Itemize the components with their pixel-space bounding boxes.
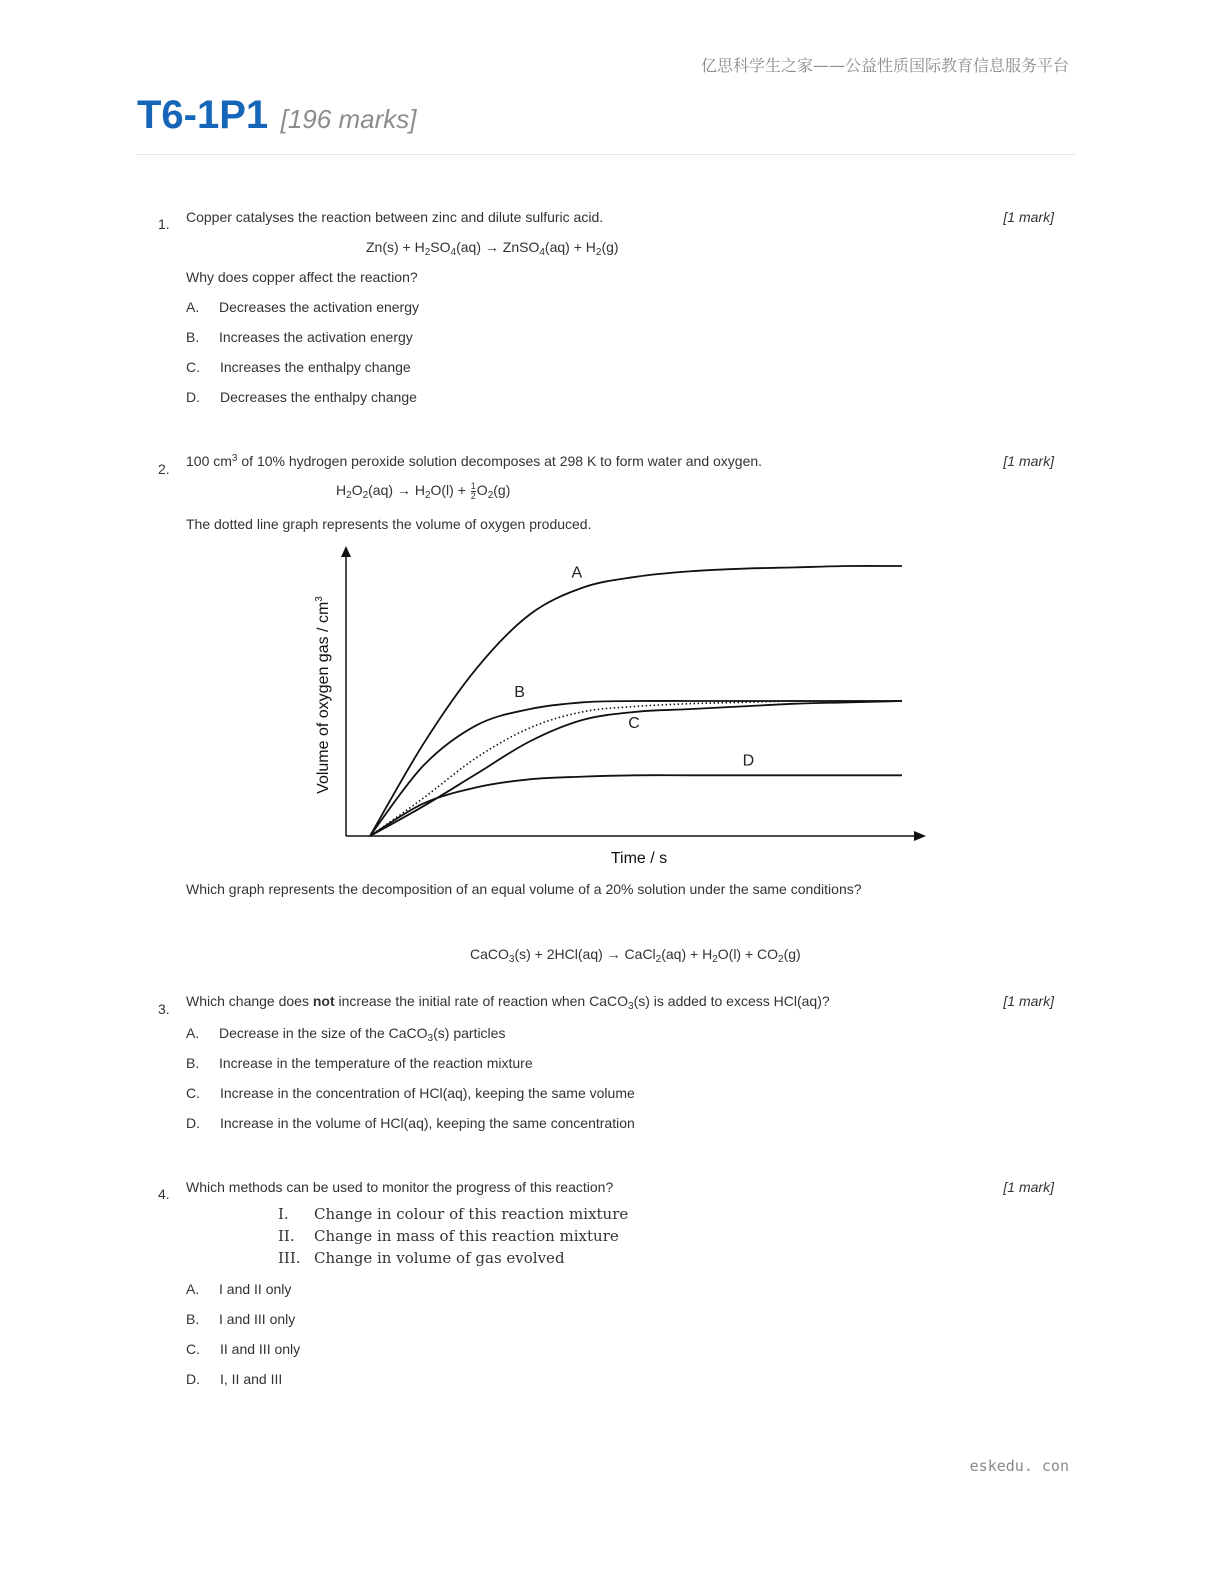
option-letter: C. bbox=[186, 1341, 200, 1357]
statement-text: Change in mass of this reaction mixture bbox=[314, 1227, 619, 1245]
footer-domain: eskedu. con bbox=[969, 1457, 1069, 1475]
statement-text: Change in volume of gas evolved bbox=[314, 1249, 565, 1267]
question-marks: [1 mark] bbox=[1003, 209, 1054, 225]
option-text: Increase in the volume of HCl(aq), keeping the same concentration bbox=[220, 1115, 635, 1131]
question-marks: [1 mark] bbox=[1003, 1179, 1054, 1195]
option-letter: B. bbox=[186, 329, 200, 345]
option-text: Increase in the concentration of HCl(aq), keeping the same volume bbox=[220, 1085, 635, 1101]
option-text: Decreases the activation energy bbox=[219, 299, 419, 315]
chart-axes bbox=[341, 546, 926, 841]
series-label-d: D bbox=[742, 752, 755, 770]
option-text: Decrease in the size of the CaCO$_3$(s) particles bbox=[219, 1025, 506, 1044]
stem-part: Which change does bbox=[186, 993, 313, 1009]
y-axis-arrow bbox=[341, 546, 351, 557]
option-text: I and III only bbox=[219, 1311, 296, 1327]
chart-series bbox=[370, 566, 902, 836]
statement-numeral: III. bbox=[278, 1249, 301, 1267]
stem-emphasis: not bbox=[312, 993, 335, 1009]
question-stem: 100 $cm^3$ of 10% hydrogen peroxide solution decomposes at 298 K to form water and oxygen. bbox=[186, 453, 763, 469]
page-title-row bbox=[137, 93, 416, 138]
title-divider bbox=[137, 154, 1075, 155]
chemical-equation: CaCO$_3$(s) + 2HCl(aq) → CaCl$_2$(aq) + $H_2O(l) + CO_2(g)$ bbox=[470, 946, 801, 965]
option-text: II and III only bbox=[220, 1341, 301, 1357]
oxygen-volume-chart bbox=[300, 540, 940, 875]
question-number: 4. bbox=[158, 1186, 170, 1202]
question-marks: [1 mark] bbox=[1003, 993, 1054, 1009]
question-number: 3. bbox=[158, 1001, 170, 1017]
option-letter: A. bbox=[186, 1281, 200, 1297]
x-axis-arrow bbox=[914, 831, 926, 841]
series-label-c: C bbox=[628, 714, 640, 732]
option-letter: A. bbox=[186, 1025, 200, 1041]
site-banner: 亿思科学生之家——公益性质国际教育信息服务平台 bbox=[700, 56, 1069, 75]
option-text: Increases the activation energy bbox=[219, 329, 413, 345]
option-letter: B. bbox=[186, 1311, 200, 1327]
statement-numeral: II. bbox=[278, 1227, 295, 1245]
option-letter: A. bbox=[186, 299, 200, 315]
page-title: T6-1P1 bbox=[137, 93, 269, 137]
y-axis-label-superscript: 3 bbox=[314, 596, 325, 602]
option-letter: B. bbox=[186, 1055, 200, 1071]
question-stem: Copper catalyses the reaction between zinc and dilute sulfuric acid. bbox=[186, 209, 604, 225]
y-axis-label: Volume of oxygen gas / $cm^3$ bbox=[314, 596, 332, 794]
option-text: Decreases the enthalpy change bbox=[220, 389, 417, 405]
option-text: I and II only bbox=[219, 1281, 292, 1297]
option-letter: C. bbox=[186, 1085, 200, 1101]
total-marks: [196 marks] bbox=[280, 104, 417, 134]
question-stem: Which methods can be used to monitor the progress of this reaction? bbox=[186, 1179, 614, 1195]
question-prompt: Which graph represents the decomposition of an equal volume of a 20% solution under the same conditions? bbox=[186, 881, 862, 897]
option-text: Increase in the temperature of the reaction mixture bbox=[219, 1055, 533, 1071]
stem-part: increase the initial rate of reaction when CaCO$_3$(s) is added to excess HCl(aq)? bbox=[334, 993, 830, 1012]
series-label-b: B bbox=[514, 684, 525, 702]
graph-caption: The dotted line graph represents the volume of oxygen produced. bbox=[186, 516, 592, 532]
question-prompt: Why does copper affect the reaction? bbox=[186, 269, 418, 285]
question-number: 1. bbox=[158, 216, 170, 232]
chemical-equation: $Zn(s) + H_2SO_4(aq)$ → ZnSO$_4$(aq) + $H_2(g)$ bbox=[366, 239, 619, 258]
series-label-a: A bbox=[571, 564, 583, 582]
question-stem bbox=[186, 993, 830, 1012]
statement-text: Change in colour of this reaction mixture bbox=[314, 1205, 629, 1223]
option-letter: D. bbox=[186, 1371, 200, 1387]
chemical-equation: $H_2O_2(aq) \to H_2O(l)$ + $\frac{1}{2}$ $O_2(g)$ bbox=[336, 481, 511, 502]
option-letter: D. bbox=[186, 1115, 200, 1131]
series-line-d bbox=[370, 775, 902, 836]
option-text: Increases the enthalpy change bbox=[220, 359, 411, 375]
x-axis-label: Time / s bbox=[610, 850, 668, 867]
option-letter: C. bbox=[186, 359, 200, 375]
option-letter: D. bbox=[186, 389, 200, 405]
statement-numeral: I. bbox=[278, 1205, 289, 1223]
option-text: I, II and III bbox=[220, 1371, 283, 1387]
question-marks: [1 mark] bbox=[1003, 453, 1054, 469]
question-number: 2. bbox=[158, 461, 170, 477]
